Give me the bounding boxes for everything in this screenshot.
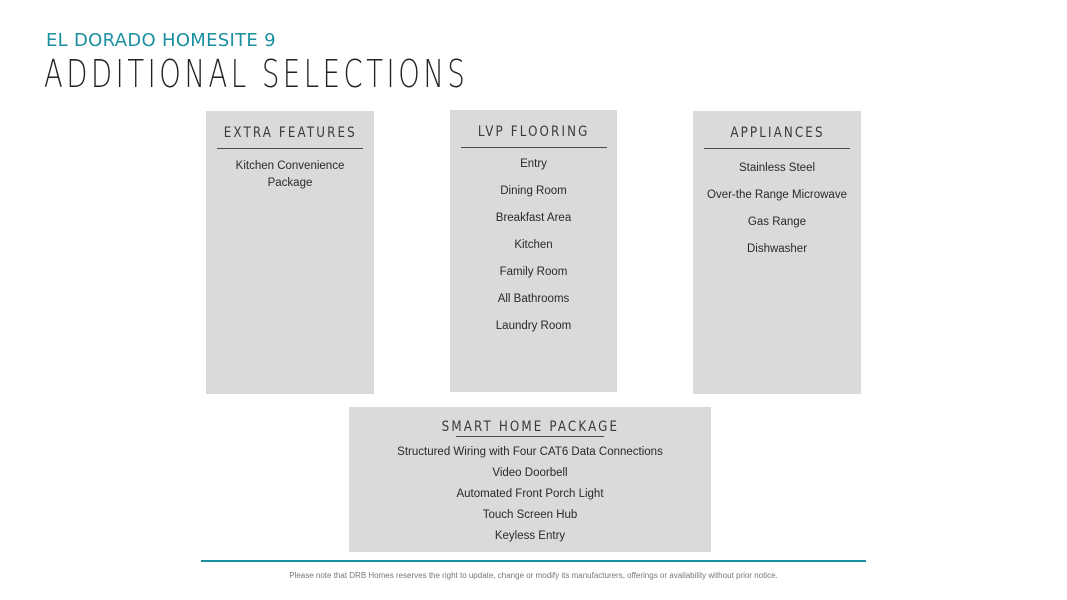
smart-home-item: Structured Wiring with Four CAT6 Data Connections [397, 446, 663, 458]
appliances-item: Stainless Steel [738, 162, 816, 174]
extra-features-heading: EXTRA FEATURES [223, 125, 357, 141]
smart-home-item: Video Doorbell [492, 467, 568, 479]
lvp-flooring-item: Family Room [499, 266, 568, 278]
lvp-flooring-item: Kitchen [514, 239, 553, 251]
appliances-panel [693, 111, 861, 394]
lvp-flooring-panel [450, 110, 617, 392]
lvp-flooring-item: All Bathrooms [497, 293, 570, 305]
disclaimer-text: Please note that DRB Homes reserves the right to update, change or modify its manufacturers, offerings or availability without prior notice. [289, 571, 778, 580]
lvp-flooring-item: Dining Room [500, 185, 567, 197]
page-title: ADDITIONAL SELECTIONS [44, 52, 469, 96]
footer-divider [201, 560, 866, 562]
lvp-flooring-item: Breakfast Area [495, 212, 572, 224]
lvp-flooring-item: Entry [520, 158, 547, 170]
smart-home-item: Keyless Entry [494, 530, 566, 542]
appliances-item: Over-the Range Microwave [707, 189, 847, 201]
smart-home-item: Automated Front Porch Light [456, 488, 604, 500]
extra-features-panel [206, 111, 374, 394]
lvp-flooring-item: Laundry Room [495, 320, 572, 332]
smart-home-heading: SMART HOME PACKAGE [441, 419, 619, 435]
appliances-item: Dishwasher [746, 243, 808, 255]
lvp-flooring-heading: LVP FLOORING [477, 124, 590, 140]
page-subtitle: EL DORADO HOMESITE 9 [46, 30, 276, 51]
appliances-item: Gas Range [747, 216, 807, 228]
smart-home-item: Touch Screen Hub [482, 509, 578, 521]
smart-home-panel [349, 407, 711, 552]
appliances-heading: APPLIANCES [729, 125, 825, 141]
extra-features-item: Kitchen Convenience Package [235, 160, 345, 189]
